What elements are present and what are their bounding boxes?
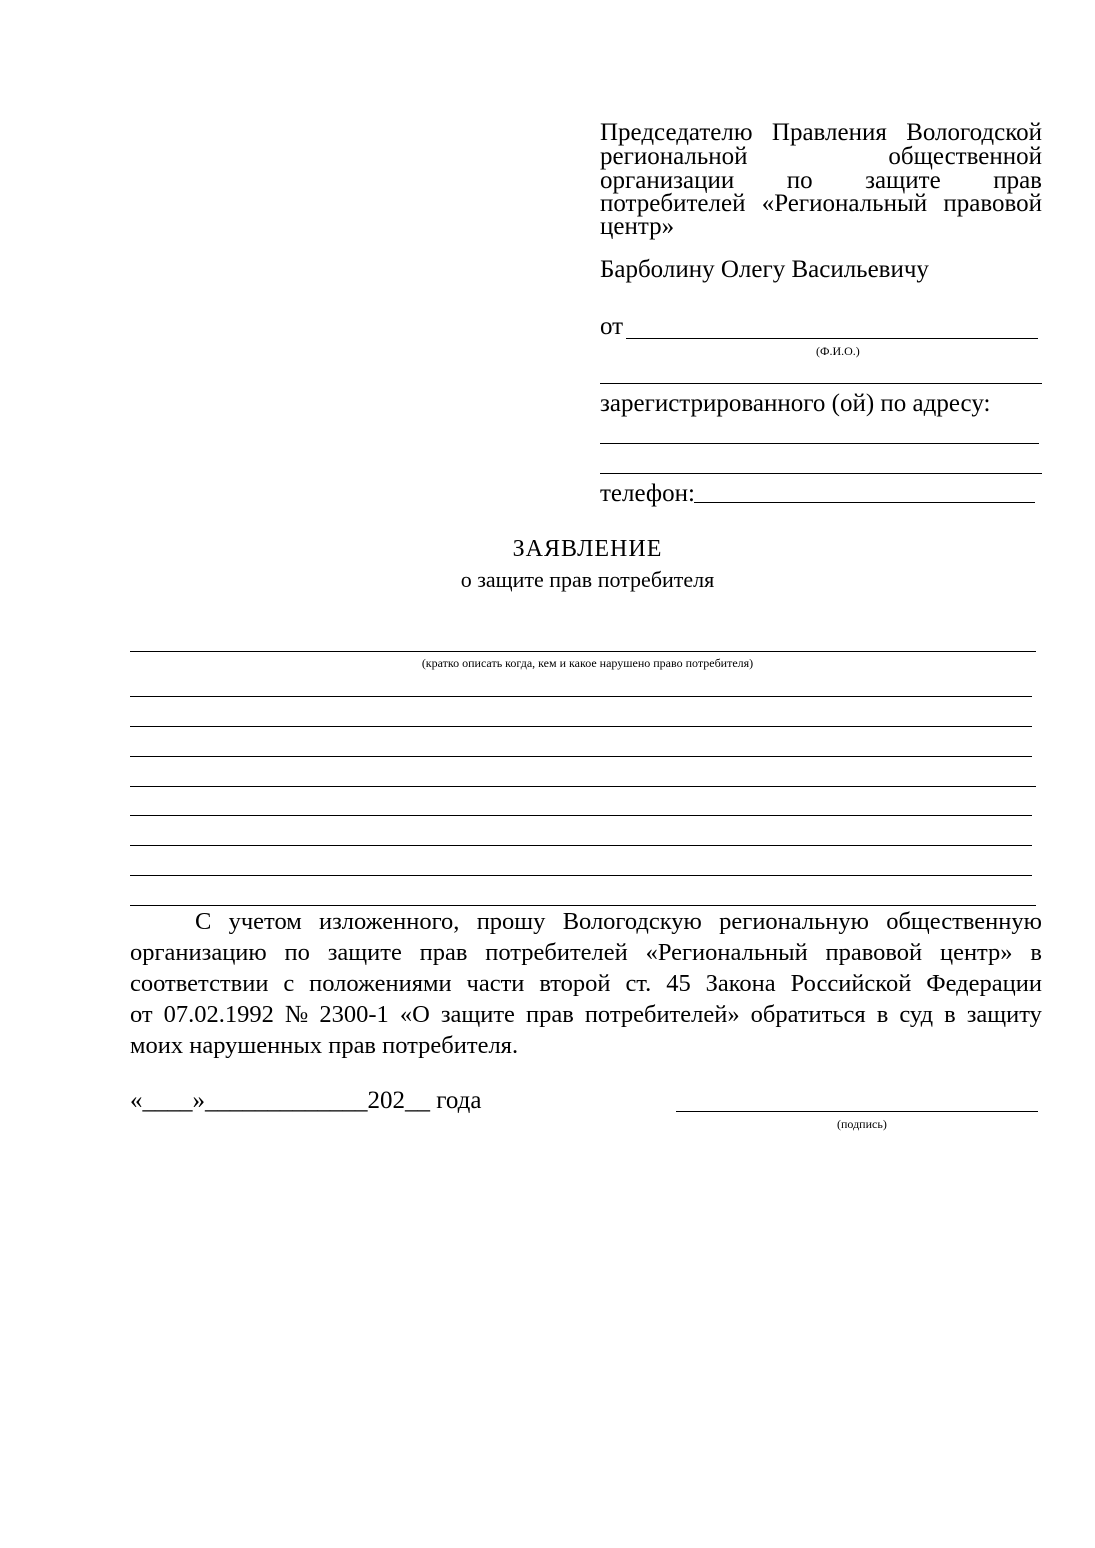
description-line-7[interactable] [130, 845, 1032, 846]
from-label: от [600, 313, 624, 340]
signature-field[interactable] [676, 1111, 1038, 1112]
request-line-3: соответствии с положениями части второй ст. 45 Закона Российской Федерации [130, 970, 1042, 997]
addressee-line-5: центр» [600, 213, 675, 240]
fio-field[interactable] [626, 338, 1038, 339]
signature-hint: (подпись) [837, 1117, 887, 1131]
fio-field-continued[interactable] [600, 383, 1042, 384]
addressee-line-4: потребителей «Региональный правовой [600, 190, 1042, 217]
description-hint: (кратко описать когда, кем и какое нарушено право потребителя) [421, 656, 754, 670]
address-field-1[interactable] [600, 443, 1039, 444]
request-line-5: моих нарушенных прав потребителя. [130, 1032, 519, 1059]
date-field[interactable]: «____»_____________202__ года [130, 1087, 482, 1114]
recipient-name: Барболину Олегу Васильевичу [600, 256, 929, 283]
phone-field[interactable] [694, 502, 1035, 503]
request-line-4: от 07.02.1992 № 2300-1 «О защите прав потребителей» обратиться в суд в защиту [130, 1001, 1042, 1028]
addressee-line-3: организации по защите прав [600, 167, 1042, 194]
request-paragraph [130, 906, 1042, 1061]
description-line-6[interactable] [130, 815, 1032, 816]
document-subtitle: о защите прав потребителя [460, 567, 715, 592]
addressee-line-1: Председателю Правления Вологодской [600, 119, 1042, 146]
description-line-4[interactable] [130, 756, 1032, 757]
description-line-2[interactable] [130, 696, 1032, 697]
addressee-line-2: региональной общественной [600, 143, 1042, 170]
description-line-5[interactable] [130, 786, 1036, 787]
request-line-1: С учетом изложенного, прошу Вологодскую региональную общественную [195, 908, 1042, 935]
fio-hint: (Ф.И.О.) [816, 344, 860, 358]
document-title: ЗАЯВЛЕНИЕ [512, 536, 663, 562]
phone-label: телефон: [600, 480, 695, 507]
request-line-2: организацию по защите прав потребителей «Региональный правовой центр» в [130, 939, 1042, 966]
description-line-1[interactable] [130, 651, 1036, 652]
address-field-2[interactable] [600, 473, 1042, 474]
registered-address-label: зарегистрированного (ой) по адресу: [600, 390, 991, 417]
description-line-3[interactable] [130, 726, 1032, 727]
description-line-8[interactable] [130, 875, 1032, 876]
